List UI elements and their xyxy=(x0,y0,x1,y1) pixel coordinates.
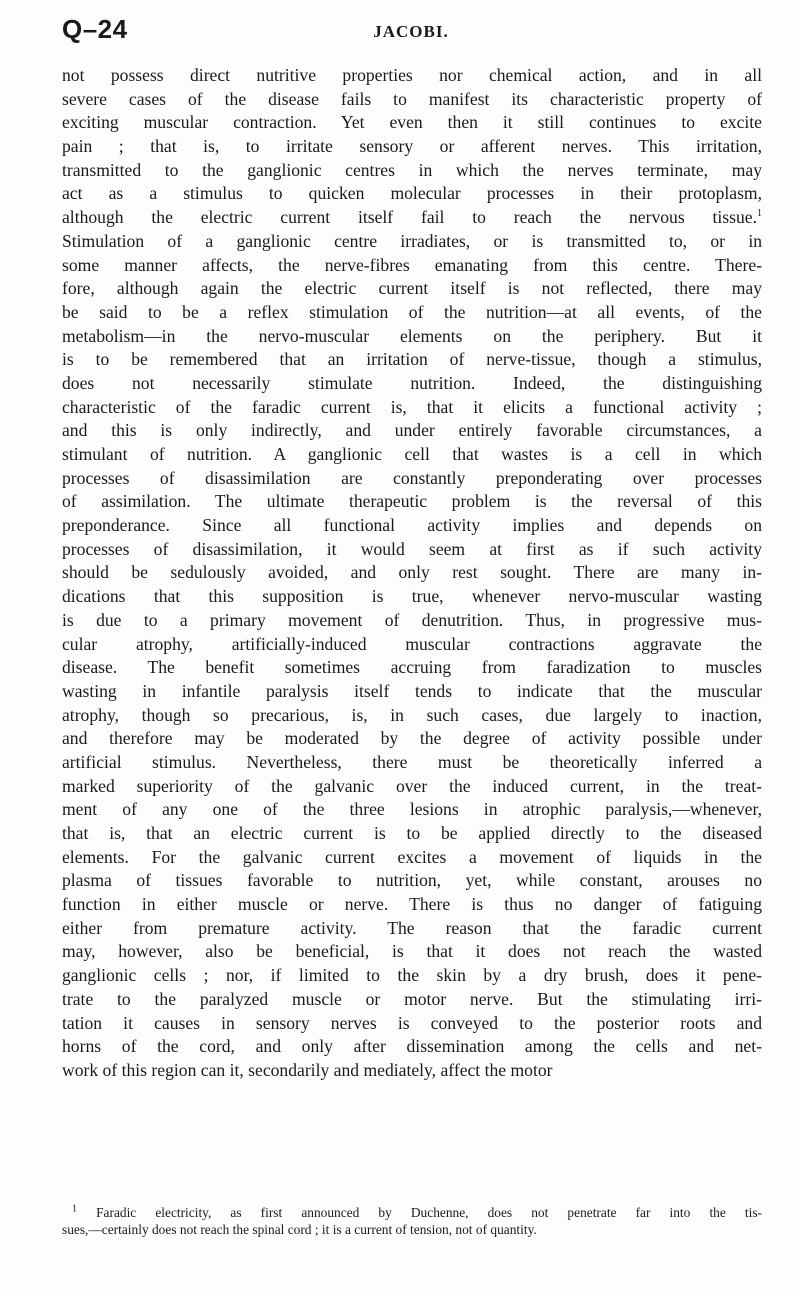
body-line: trate to the paralyzed muscle or motor nerve. But the stimulating irri- xyxy=(62,988,762,1009)
body-line: and therefore may be moderated by the degree of activity possible under xyxy=(62,728,762,749)
body-line: pain ; that is, to irritate sensory or afferent nerves. This irritation, xyxy=(62,136,762,157)
body-line: either from premature activity. The reason that the faradic current xyxy=(62,917,762,938)
body-line: does not necessarily stimulate nutrition. Indeed, the distinguishing xyxy=(62,372,762,393)
body-line: characteristic of the faradic current is, that it elicits a functional activity ; xyxy=(62,396,762,417)
body-line: horns of the cord, and only after dissemination among the cells and net- xyxy=(62,1036,762,1057)
footnote-line xyxy=(62,1221,762,1238)
body-line: of assimilation. The ultimate therapeutic problem is the reversal of this xyxy=(62,491,762,512)
body-line: transmitted to the ganglionic centres in which the nerves terminate, may xyxy=(62,159,762,180)
body-line: severe cases of the disease fails to manifest its characteristic property of xyxy=(62,88,762,109)
body-line: plasma of tissues favorable to nutrition, yet, while constant, arouses no xyxy=(62,870,762,891)
footnote-reference[interactable]: 1 xyxy=(757,208,762,220)
running-head: JACOBI. xyxy=(373,22,449,41)
body-line: processes of disassimilation are constantly preponderating over processes xyxy=(62,467,762,488)
body-line: disease. The benefit sometimes accruing from faradization to muscles xyxy=(62,657,762,678)
body-line: processes of disassimilation, it would seem at first as if such activity xyxy=(62,538,762,559)
body-line: marked superiority of the galvanic over the induced current, in the treat- xyxy=(62,775,762,796)
body-line: fore, although again the electric current itself is not reflected, there may xyxy=(62,278,762,299)
body-line: is due to a primary movement of denutrition. Thus, in progressive mus- xyxy=(62,609,762,630)
body-line: wasting in infantile paralysis itself tends to indicate that the muscular xyxy=(62,680,762,701)
body-line: ment of any one of the three lesions in atrophic paralysis,—whenever, xyxy=(62,799,762,820)
body-line: should be sedulously avoided, and only rest sought. There are many in- xyxy=(62,562,762,583)
body-line: not possess direct nutritive properties nor chemical action, and in all xyxy=(62,65,762,85)
body-line: elements. For the galvanic current excites a movement of liquids in the xyxy=(62,846,762,867)
body-line: stimulant of nutrition. A ganglionic cell that wastes is a cell in which xyxy=(62,444,762,464)
body-line: dications that this supposition is true, whenever nervo-muscular wasting xyxy=(62,586,762,607)
body-line: is to be remembered that an irritation of nerve-tissue, though a stimulus, xyxy=(62,349,762,370)
body-line: be said to be a reflex stimulation of the nutrition—at all events, of the xyxy=(62,301,762,322)
footnote-text: Faradic electricity, as first announced by Duchenne, does not penetrate far into the tis- xyxy=(96,1205,762,1220)
page-header xyxy=(62,14,760,54)
page-folio: Q–24 xyxy=(62,14,128,44)
body-line: preponderance. Since all functional activity implies and depends on xyxy=(62,515,762,536)
footnote-text: sues,—certainly does not reach the spinal cord ; it is a current of tension, not of quantity. xyxy=(62,1222,537,1237)
body-line: some manner affects, the nerve-fibres emanating from this centre. There- xyxy=(62,254,762,275)
footnotes xyxy=(62,1204,762,1238)
body-line: that is, that an electric current is to be applied directly to the diseased xyxy=(62,823,762,843)
footnote-marker: 1 xyxy=(72,1203,77,1215)
body-text xyxy=(62,64,762,1199)
body-line: Stimulation of a ganglionic centre irradiates, or is transmitted to, or in xyxy=(62,230,762,251)
body-line: metabolism—in the nervo-muscular elements on the periphery. But it xyxy=(62,325,762,346)
body-line: act as a stimulus to quicken molecular processes in their protoplasm, xyxy=(62,183,762,204)
body-line: cular atrophy, artificially-induced muscular contractions aggravate the xyxy=(62,633,762,654)
body-line: atrophy, though so precarious, is, in such cases, due largely to inaction, xyxy=(62,704,762,725)
body-line: exciting muscular contraction. Yet even then it still continues to excite xyxy=(62,112,762,133)
body-line: may, however, also be beneficial, is that it does not reach the wasted xyxy=(62,941,762,962)
body-line: tation it causes in sensory nerves is conveyed to the posterior roots and xyxy=(62,1012,762,1033)
footnote-line xyxy=(62,1204,762,1221)
body-line: and this is only indirectly, and under entirely favorable circumstances, a xyxy=(62,420,762,441)
body-line: function in either muscle or nerve. There is thus no danger of fatiguing xyxy=(62,894,762,915)
body-line: ganglionic cells ; nor, if limited to the skin by a dry brush, does it pene- xyxy=(62,965,762,986)
body-line: although the electric current itself fail to reach the nervous tissue.$^1$ xyxy=(62,207,762,228)
body-line: work of this region can it, secondarily and mediately, affect the motor xyxy=(62,1059,553,1080)
body-line: artificial stimulus. Nevertheless, there must be theoretically inferred a xyxy=(62,751,762,772)
